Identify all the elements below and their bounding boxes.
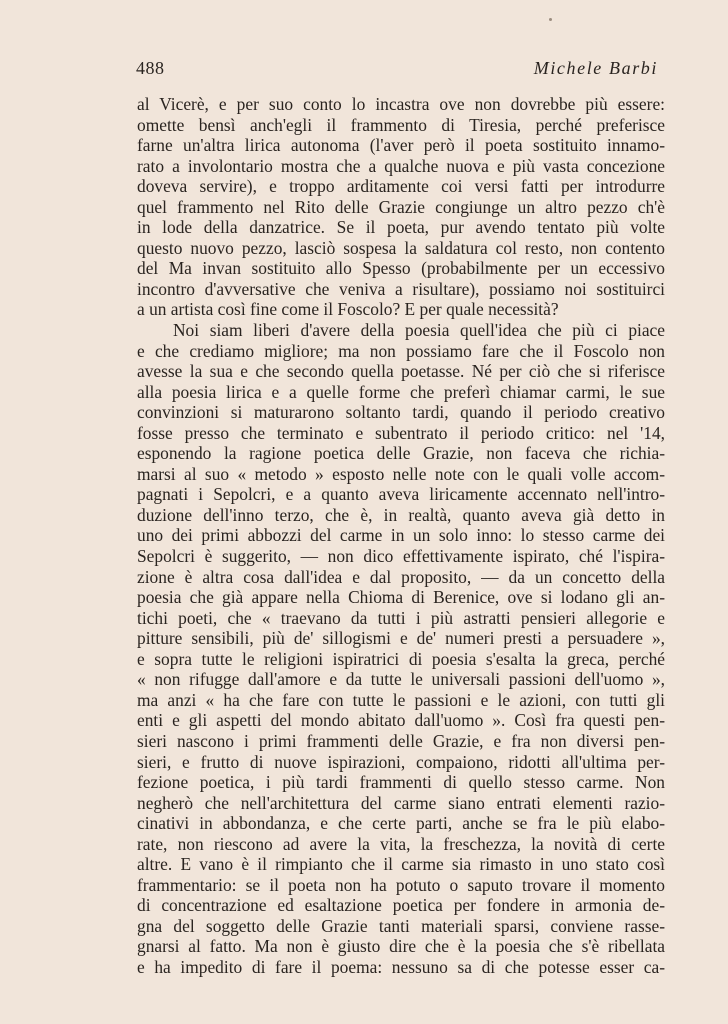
text-line: pitture sensibili, più de' sillogismi e de' numeri presti a persuadere », — [137, 628, 665, 649]
text-line: e che crediamo migliore; ma non possiamo fare che il Foscolo non — [137, 340, 665, 361]
text-line: farne un'altra lirica autonoma (l'aver però il poeta sostituito innamo- — [137, 135, 665, 156]
page-header — [136, 58, 658, 82]
text-line: pagnati i Sepolcri, e a quanto aveva liricamente accennato nell'intro- — [137, 484, 665, 505]
text-line: del Ma invan sostituito allo Spesso (probabilmente per un eccessivo — [137, 258, 665, 279]
text-line: rato a involontario mostra che a qualche nuova e più vasta concezione — [137, 155, 665, 176]
text-line: frammentario: se il poeta non ha potuto o saputo trovare il momento — [137, 874, 665, 895]
text-line: sieri, e frutto di nuove ispirazioni, compaiono, ridotti all'ultima per- — [137, 751, 665, 772]
text-line: fezione poetica, i più tardi frammenti di quello stesso carme. Non — [137, 772, 665, 793]
text-line: Sepolcri è suggerito, — non dico effettivamente ispirato, ché l'ispira- — [137, 546, 665, 567]
text-line: e ha impedito di fare il poema: nessuno sa di che potesse esser ca- — [137, 956, 665, 977]
text-line: in lode della danzatrice. Se il poeta, pur avendo tentato più volte — [137, 217, 665, 238]
paper-speck — [549, 18, 552, 21]
text-line: cinativi in abbondanza, e che certe parti, anche se fra le più elabo- — [137, 813, 665, 834]
text-line: marsi al suo « metodo » esposto nelle note con le quali volle accom- — [137, 463, 665, 484]
text-line: altre. E vano è il rimpianto che il carme sia rimasto in uno stato così — [137, 854, 665, 875]
text-line: fosse presso che terminato e subentrato il periodo critico: nel '14, — [137, 422, 665, 443]
text-line: gnarsi al fatto. Ma non è giusto dire che è la poesia che s'è ribellata — [137, 936, 665, 957]
text-line: gna del soggetto delle Grazie tanti materiali sparsi, conviene rasse- — [137, 915, 665, 936]
text-line: quel frammento nel Rito delle Grazie congiunge un altro pezzo ch'è — [137, 196, 665, 217]
text-line: uno dei primi abbozzi del carme in un solo inno: lo stesso carme dei — [137, 525, 665, 546]
running-title: Michele Barbi — [533, 58, 658, 78]
text-line: poesia che già appare nella Chioma di Berenice, ove si lodano gli an- — [137, 587, 665, 608]
text-line: avesse la sua e che secondo quella poetasse. Né per ciò che si riferisce — [137, 361, 665, 382]
paragraph-start-line: Noi siam liberi d'avere della poesia quell'idea che più ci piace — [173, 320, 665, 341]
text-line: e sopra tutte le religioni ispiratrici di poesia s'esalta la greca, perché — [137, 648, 665, 669]
text-line: tichi poeti, che « traevano da tutti i più astratti pensieri allegorie e — [137, 607, 665, 628]
text-line: duzione dell'inno terzo, che è, in realtà, quanto aveva già detto in — [137, 504, 665, 525]
text-line: ma anzi « ha che fare con tutte le passioni e le azioni, con tutti gli — [137, 689, 665, 710]
text-line: convinzioni si maturarono soltanto tardi, quando il periodo creativo — [137, 402, 665, 423]
text-line: alla poesia lirica e a quelle forme che preferì chiamar carmi, le sue — [137, 381, 665, 402]
text-line: questo nuovo pezzo, lasciò sospesa la saldatura col resto, non contento — [137, 237, 665, 258]
text-line: « non rifugge dall'amore e da tutte le universali passioni dell'uomo », — [137, 669, 665, 690]
text-line: zione è altra cosa dall'idea e dal proposito, — da un concetto della — [137, 566, 665, 587]
text-line: esponendo la ragione poetica delle Grazie, non faceva che richia- — [137, 443, 665, 464]
text-line: doveva servire), e troppo arditamente coi versi fatti per introdurre — [137, 176, 665, 197]
text-line: enti e gli aspetti del mondo abitato dall'uomo ». Così fra questi pen- — [137, 710, 665, 731]
text-line: di concentrazione ed esaltazione poetica per fondere in armonia de- — [137, 895, 665, 916]
body-text — [137, 94, 665, 978]
text-line: rate, non riescono ad avere la vita, la freschezza, la novità di certe — [137, 833, 665, 854]
text-line: sieri nascono i primi frammenti delle Grazie, e fra non diversi pen- — [137, 730, 665, 751]
text-line: al Vicerè, e per suo conto lo incastra ove non dovrebbe più essere: — [137, 94, 665, 114]
text-line: omette bensì anch'egli il frammento di Tiresia, perché preferisce — [137, 114, 665, 135]
text-line: incontro d'avversative che veniva a risultare), possiamo noi sostituirci — [137, 278, 665, 299]
paragraph-end-line: a un artista così fine come il Foscolo? E per quale necessità? — [137, 299, 559, 320]
page-number: 488 — [136, 58, 165, 78]
text-line: negherò che nell'architettura del carme siano entrati elementi razio- — [137, 792, 665, 813]
